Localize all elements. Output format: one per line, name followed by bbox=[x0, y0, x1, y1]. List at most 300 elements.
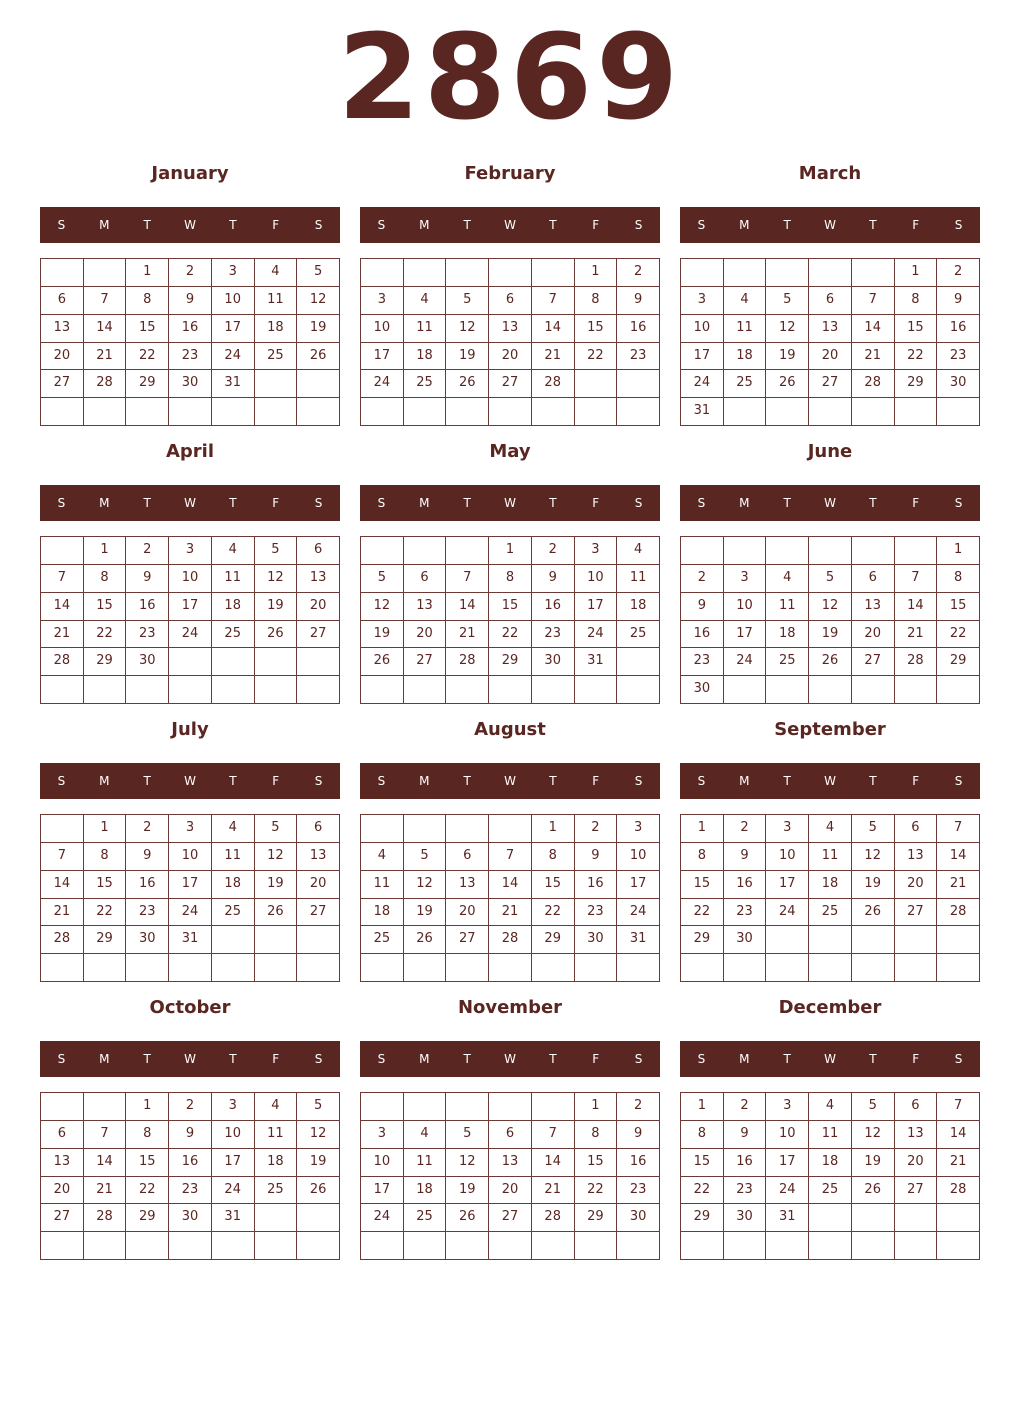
day-cell: 9 bbox=[169, 287, 212, 315]
day-cell: 27 bbox=[41, 370, 84, 398]
weekday-label: T bbox=[229, 218, 237, 232]
empty-day-cell bbox=[489, 815, 532, 843]
day-cell: 29 bbox=[126, 1204, 169, 1232]
weekday-label: S bbox=[57, 774, 66, 788]
weekday-label: S bbox=[634, 218, 643, 232]
day-cell: 15 bbox=[84, 871, 127, 899]
empty-day-cell bbox=[446, 398, 489, 426]
weekday-label: F bbox=[592, 218, 600, 232]
day-cell: 10 bbox=[617, 843, 660, 871]
day-cell: 14 bbox=[895, 593, 938, 621]
month-title: July bbox=[171, 719, 209, 740]
empty-day-cell bbox=[852, 1232, 895, 1260]
day-cell: 12 bbox=[852, 1121, 895, 1149]
day-cell: 6 bbox=[852, 565, 895, 593]
day-cell: 22 bbox=[126, 343, 169, 371]
day-cell: 1 bbox=[681, 815, 724, 843]
day-cell: 11 bbox=[255, 287, 298, 315]
weekday-label: S bbox=[57, 496, 66, 510]
day-cell: 14 bbox=[489, 871, 532, 899]
day-cell: 5 bbox=[809, 565, 852, 593]
day-cell: 30 bbox=[937, 370, 980, 398]
day-cell: 2 bbox=[126, 537, 169, 565]
month-title: April bbox=[165, 441, 215, 462]
empty-day-cell bbox=[361, 259, 404, 287]
day-cell: 30 bbox=[126, 648, 169, 676]
day-cell: 8 bbox=[575, 1121, 618, 1149]
empty-day-cell bbox=[937, 1232, 980, 1260]
weekday-header bbox=[40, 207, 340, 243]
day-cell: 9 bbox=[681, 593, 724, 621]
weekday-label: M bbox=[419, 774, 430, 788]
day-cell: 19 bbox=[297, 315, 340, 343]
day-cell: 18 bbox=[724, 343, 767, 371]
day-cell: 27 bbox=[297, 899, 340, 927]
empty-day-cell bbox=[681, 954, 724, 982]
weekday-label: F bbox=[592, 1052, 600, 1066]
day-cell: 1 bbox=[532, 815, 575, 843]
day-cell: 15 bbox=[489, 593, 532, 621]
day-cell: 11 bbox=[809, 843, 852, 871]
day-cell: 16 bbox=[126, 593, 169, 621]
empty-day-cell bbox=[617, 1232, 660, 1260]
month-title: February bbox=[464, 163, 556, 184]
day-cell: 6 bbox=[809, 287, 852, 315]
day-cell: 21 bbox=[895, 621, 938, 649]
day-cell: 1 bbox=[895, 259, 938, 287]
day-cell: 3 bbox=[212, 1093, 255, 1121]
empty-day-cell bbox=[169, 954, 212, 982]
empty-day-cell bbox=[489, 398, 532, 426]
empty-day-cell bbox=[809, 1204, 852, 1232]
day-cell: 11 bbox=[361, 871, 404, 899]
day-cell: 27 bbox=[446, 926, 489, 954]
day-cell: 24 bbox=[724, 648, 767, 676]
day-cell: 10 bbox=[681, 315, 724, 343]
day-cell: 11 bbox=[404, 1149, 447, 1177]
empty-day-cell bbox=[41, 259, 84, 287]
day-cell: 22 bbox=[532, 899, 575, 927]
empty-day-cell bbox=[809, 398, 852, 426]
day-cell: 10 bbox=[724, 593, 767, 621]
empty-day-cell bbox=[446, 954, 489, 982]
weekday-label: F bbox=[272, 774, 280, 788]
day-cell: 3 bbox=[212, 259, 255, 287]
weekday-label: T bbox=[549, 496, 557, 510]
day-cell: 2 bbox=[169, 1093, 212, 1121]
day-cell: 30 bbox=[724, 926, 767, 954]
day-cell: 20 bbox=[895, 1149, 938, 1177]
day-cell: 14 bbox=[532, 315, 575, 343]
empty-day-cell bbox=[766, 676, 809, 704]
day-cell: 9 bbox=[724, 843, 767, 871]
day-cell: 28 bbox=[84, 1204, 127, 1232]
weekday-label: F bbox=[272, 218, 280, 232]
day-cell: 2 bbox=[532, 537, 575, 565]
day-cell: 19 bbox=[297, 1149, 340, 1177]
day-cell: 4 bbox=[212, 815, 255, 843]
day-cell: 16 bbox=[681, 621, 724, 649]
empty-day-cell bbox=[852, 537, 895, 565]
empty-day-cell bbox=[895, 1204, 938, 1232]
day-cell: 29 bbox=[84, 926, 127, 954]
empty-day-cell bbox=[84, 954, 127, 982]
day-cell: 29 bbox=[681, 926, 724, 954]
weekday-label: S bbox=[314, 774, 323, 788]
day-cell: 7 bbox=[895, 565, 938, 593]
day-cell: 21 bbox=[41, 899, 84, 927]
empty-day-cell bbox=[41, 815, 84, 843]
day-cell: 13 bbox=[852, 593, 895, 621]
day-cell: 5 bbox=[446, 287, 489, 315]
weekday-label: S bbox=[314, 218, 323, 232]
day-cell: 15 bbox=[126, 315, 169, 343]
empty-day-cell bbox=[255, 648, 298, 676]
day-cell: 27 bbox=[489, 1204, 532, 1232]
day-cell: 12 bbox=[809, 593, 852, 621]
day-cell: 14 bbox=[532, 1149, 575, 1177]
empty-day-cell bbox=[297, 398, 340, 426]
day-cell: 18 bbox=[255, 315, 298, 343]
empty-day-cell bbox=[404, 676, 447, 704]
empty-day-cell bbox=[41, 398, 84, 426]
weekday-label: S bbox=[57, 1052, 66, 1066]
day-cell: 7 bbox=[937, 1093, 980, 1121]
day-cell: 7 bbox=[41, 843, 84, 871]
empty-day-cell bbox=[212, 398, 255, 426]
day-cell: 15 bbox=[84, 593, 127, 621]
day-cell: 10 bbox=[766, 1121, 809, 1149]
empty-day-cell bbox=[489, 954, 532, 982]
day-grid bbox=[40, 258, 340, 426]
day-cell: 21 bbox=[446, 621, 489, 649]
day-cell: 27 bbox=[297, 621, 340, 649]
day-cell: 9 bbox=[724, 1121, 767, 1149]
day-cell: 14 bbox=[84, 315, 127, 343]
day-cell: 7 bbox=[852, 287, 895, 315]
empty-day-cell bbox=[617, 954, 660, 982]
empty-day-cell bbox=[766, 259, 809, 287]
day-cell: 19 bbox=[852, 1149, 895, 1177]
empty-day-cell bbox=[84, 398, 127, 426]
day-cell: 3 bbox=[361, 287, 404, 315]
day-cell: 7 bbox=[446, 565, 489, 593]
weekday-label: W bbox=[184, 1052, 196, 1066]
weekday-label: S bbox=[377, 1052, 386, 1066]
weekday-label: S bbox=[314, 1052, 323, 1066]
empty-day-cell bbox=[681, 259, 724, 287]
empty-day-cell bbox=[681, 537, 724, 565]
empty-day-cell bbox=[617, 398, 660, 426]
day-cell: 18 bbox=[766, 621, 809, 649]
day-cell: 22 bbox=[575, 343, 618, 371]
day-cell: 25 bbox=[212, 621, 255, 649]
day-cell: 24 bbox=[766, 899, 809, 927]
day-cell: 7 bbox=[532, 1121, 575, 1149]
day-cell: 29 bbox=[84, 648, 127, 676]
day-cell: 18 bbox=[809, 1149, 852, 1177]
day-cell: 22 bbox=[895, 343, 938, 371]
day-cell: 6 bbox=[297, 537, 340, 565]
empty-day-cell bbox=[937, 398, 980, 426]
weekday-label: F bbox=[912, 774, 920, 788]
day-cell: 5 bbox=[852, 1093, 895, 1121]
empty-day-cell bbox=[361, 815, 404, 843]
empty-day-cell bbox=[809, 954, 852, 982]
day-cell: 24 bbox=[681, 370, 724, 398]
day-cell: 23 bbox=[724, 1177, 767, 1205]
day-cell: 31 bbox=[212, 370, 255, 398]
day-cell: 30 bbox=[681, 676, 724, 704]
day-cell: 5 bbox=[361, 565, 404, 593]
day-cell: 23 bbox=[617, 343, 660, 371]
empty-day-cell bbox=[895, 398, 938, 426]
day-cell: 29 bbox=[126, 370, 169, 398]
weekday-label: S bbox=[954, 218, 963, 232]
day-cell: 26 bbox=[446, 370, 489, 398]
day-cell: 21 bbox=[84, 1177, 127, 1205]
day-cell: 11 bbox=[404, 315, 447, 343]
day-cell: 21 bbox=[84, 343, 127, 371]
empty-day-cell bbox=[766, 537, 809, 565]
empty-day-cell bbox=[809, 1232, 852, 1260]
day-cell: 16 bbox=[575, 871, 618, 899]
day-cell: 11 bbox=[212, 565, 255, 593]
empty-day-cell bbox=[532, 1093, 575, 1121]
day-cell: 25 bbox=[404, 1204, 447, 1232]
empty-day-cell bbox=[809, 676, 852, 704]
day-cell: 27 bbox=[809, 370, 852, 398]
day-cell: 20 bbox=[895, 871, 938, 899]
day-cell: 22 bbox=[84, 621, 127, 649]
weekday-header bbox=[360, 1041, 660, 1077]
day-cell: 1 bbox=[575, 259, 618, 287]
day-cell: 28 bbox=[532, 370, 575, 398]
day-cell: 26 bbox=[809, 648, 852, 676]
day-cell: 29 bbox=[575, 1204, 618, 1232]
day-cell: 17 bbox=[212, 1149, 255, 1177]
day-cell: 22 bbox=[937, 621, 980, 649]
empty-day-cell bbox=[361, 1232, 404, 1260]
day-cell: 7 bbox=[937, 815, 980, 843]
day-cell: 5 bbox=[852, 815, 895, 843]
empty-day-cell bbox=[724, 259, 767, 287]
day-cell: 10 bbox=[766, 843, 809, 871]
year-title: 2869 bbox=[337, 8, 683, 146]
weekday-label: W bbox=[504, 496, 516, 510]
day-cell: 20 bbox=[489, 1177, 532, 1205]
day-cell: 12 bbox=[766, 315, 809, 343]
empty-day-cell bbox=[84, 676, 127, 704]
day-cell: 27 bbox=[41, 1204, 84, 1232]
day-cell: 18 bbox=[617, 593, 660, 621]
empty-day-cell bbox=[297, 926, 340, 954]
day-cell: 24 bbox=[766, 1177, 809, 1205]
day-cell: 1 bbox=[84, 537, 127, 565]
day-cell: 2 bbox=[169, 259, 212, 287]
empty-day-cell bbox=[404, 815, 447, 843]
day-cell: 6 bbox=[489, 287, 532, 315]
empty-day-cell bbox=[446, 1232, 489, 1260]
day-cell: 29 bbox=[489, 648, 532, 676]
day-cell: 6 bbox=[895, 1093, 938, 1121]
day-cell: 14 bbox=[41, 871, 84, 899]
empty-day-cell bbox=[575, 370, 618, 398]
day-cell: 23 bbox=[126, 899, 169, 927]
day-cell: 27 bbox=[489, 370, 532, 398]
empty-day-cell bbox=[404, 259, 447, 287]
day-cell: 25 bbox=[255, 1177, 298, 1205]
empty-day-cell bbox=[169, 676, 212, 704]
day-grid bbox=[360, 814, 660, 982]
day-cell: 27 bbox=[895, 1177, 938, 1205]
empty-day-cell bbox=[361, 676, 404, 704]
weekday-label: T bbox=[783, 218, 791, 232]
empty-day-cell bbox=[126, 676, 169, 704]
empty-day-cell bbox=[126, 398, 169, 426]
day-cell: 3 bbox=[361, 1121, 404, 1149]
weekday-label: F bbox=[592, 496, 600, 510]
day-cell: 3 bbox=[766, 1093, 809, 1121]
day-cell: 5 bbox=[766, 287, 809, 315]
day-cell: 16 bbox=[617, 315, 660, 343]
day-cell: 13 bbox=[895, 843, 938, 871]
day-cell: 9 bbox=[126, 843, 169, 871]
month-title: March bbox=[798, 163, 862, 184]
day-cell: 19 bbox=[404, 899, 447, 927]
day-cell: 12 bbox=[446, 315, 489, 343]
day-cell: 11 bbox=[255, 1121, 298, 1149]
weekday-label: T bbox=[463, 496, 471, 510]
day-cell: 25 bbox=[404, 370, 447, 398]
day-cell: 21 bbox=[532, 1177, 575, 1205]
weekday-label: T bbox=[869, 774, 877, 788]
day-cell: 19 bbox=[255, 593, 298, 621]
weekday-label: W bbox=[504, 1052, 516, 1066]
day-cell: 7 bbox=[532, 287, 575, 315]
day-cell: 30 bbox=[126, 926, 169, 954]
day-cell: 31 bbox=[212, 1204, 255, 1232]
empty-day-cell bbox=[297, 370, 340, 398]
day-cell: 1 bbox=[126, 1093, 169, 1121]
day-cell: 24 bbox=[169, 899, 212, 927]
empty-day-cell bbox=[255, 370, 298, 398]
month-title: November bbox=[457, 997, 563, 1018]
day-grid bbox=[360, 1092, 660, 1260]
weekday-label: T bbox=[463, 218, 471, 232]
day-grid bbox=[40, 536, 340, 704]
day-cell: 24 bbox=[617, 899, 660, 927]
day-cell: 6 bbox=[446, 843, 489, 871]
day-cell: 3 bbox=[169, 815, 212, 843]
day-cell: 22 bbox=[575, 1177, 618, 1205]
day-cell: 28 bbox=[937, 1177, 980, 1205]
empty-day-cell bbox=[852, 1204, 895, 1232]
day-cell: 17 bbox=[169, 593, 212, 621]
day-cell: 9 bbox=[126, 565, 169, 593]
day-cell: 18 bbox=[212, 593, 255, 621]
day-cell: 16 bbox=[724, 1149, 767, 1177]
day-cell: 29 bbox=[681, 1204, 724, 1232]
day-cell: 1 bbox=[84, 815, 127, 843]
empty-day-cell bbox=[41, 1093, 84, 1121]
day-cell: 10 bbox=[212, 287, 255, 315]
day-cell: 18 bbox=[404, 1177, 447, 1205]
empty-day-cell bbox=[617, 676, 660, 704]
day-cell: 17 bbox=[169, 871, 212, 899]
day-cell: 11 bbox=[212, 843, 255, 871]
weekday-label: F bbox=[592, 774, 600, 788]
day-cell: 24 bbox=[212, 343, 255, 371]
empty-day-cell bbox=[489, 1093, 532, 1121]
weekday-label: T bbox=[143, 1052, 151, 1066]
day-cell: 23 bbox=[937, 343, 980, 371]
day-cell: 20 bbox=[852, 621, 895, 649]
day-cell: 20 bbox=[297, 871, 340, 899]
month-title: June bbox=[807, 441, 853, 462]
day-grid bbox=[360, 536, 660, 704]
empty-day-cell bbox=[212, 648, 255, 676]
day-cell: 8 bbox=[575, 287, 618, 315]
weekday-label: S bbox=[377, 218, 386, 232]
day-cell: 30 bbox=[724, 1204, 767, 1232]
empty-day-cell bbox=[895, 926, 938, 954]
weekday-label: T bbox=[549, 774, 557, 788]
day-cell: 20 bbox=[489, 343, 532, 371]
day-cell: 5 bbox=[255, 537, 298, 565]
day-cell: 12 bbox=[361, 593, 404, 621]
weekday-label: S bbox=[697, 218, 706, 232]
day-cell: 3 bbox=[169, 537, 212, 565]
day-cell: 18 bbox=[809, 871, 852, 899]
weekday-label: F bbox=[272, 496, 280, 510]
day-cell: 29 bbox=[532, 926, 575, 954]
day-cell: 16 bbox=[617, 1149, 660, 1177]
day-cell: 4 bbox=[404, 1121, 447, 1149]
empty-day-cell bbox=[126, 954, 169, 982]
empty-day-cell bbox=[681, 1232, 724, 1260]
weekday-label: M bbox=[739, 218, 750, 232]
day-cell: 19 bbox=[766, 343, 809, 371]
weekday-label: W bbox=[824, 218, 836, 232]
day-cell: 16 bbox=[937, 315, 980, 343]
empty-day-cell bbox=[724, 954, 767, 982]
empty-day-cell bbox=[446, 815, 489, 843]
day-cell: 20 bbox=[297, 593, 340, 621]
day-cell: 30 bbox=[532, 648, 575, 676]
day-cell: 28 bbox=[895, 648, 938, 676]
day-cell: 23 bbox=[126, 621, 169, 649]
day-cell: 21 bbox=[489, 899, 532, 927]
day-cell: 20 bbox=[404, 621, 447, 649]
weekday-label: W bbox=[504, 774, 516, 788]
day-cell: 18 bbox=[255, 1149, 298, 1177]
day-cell: 19 bbox=[446, 1177, 489, 1205]
day-cell: 19 bbox=[809, 621, 852, 649]
weekday-label: S bbox=[954, 496, 963, 510]
day-cell: 15 bbox=[895, 315, 938, 343]
empty-day-cell bbox=[404, 1232, 447, 1260]
empty-day-cell bbox=[852, 954, 895, 982]
day-cell: 13 bbox=[41, 1149, 84, 1177]
weekday-label: S bbox=[634, 774, 643, 788]
day-cell: 12 bbox=[297, 1121, 340, 1149]
empty-day-cell bbox=[297, 1204, 340, 1232]
day-cell: 21 bbox=[852, 343, 895, 371]
weekday-label: W bbox=[824, 496, 836, 510]
empty-day-cell bbox=[255, 1204, 298, 1232]
day-cell: 16 bbox=[126, 871, 169, 899]
